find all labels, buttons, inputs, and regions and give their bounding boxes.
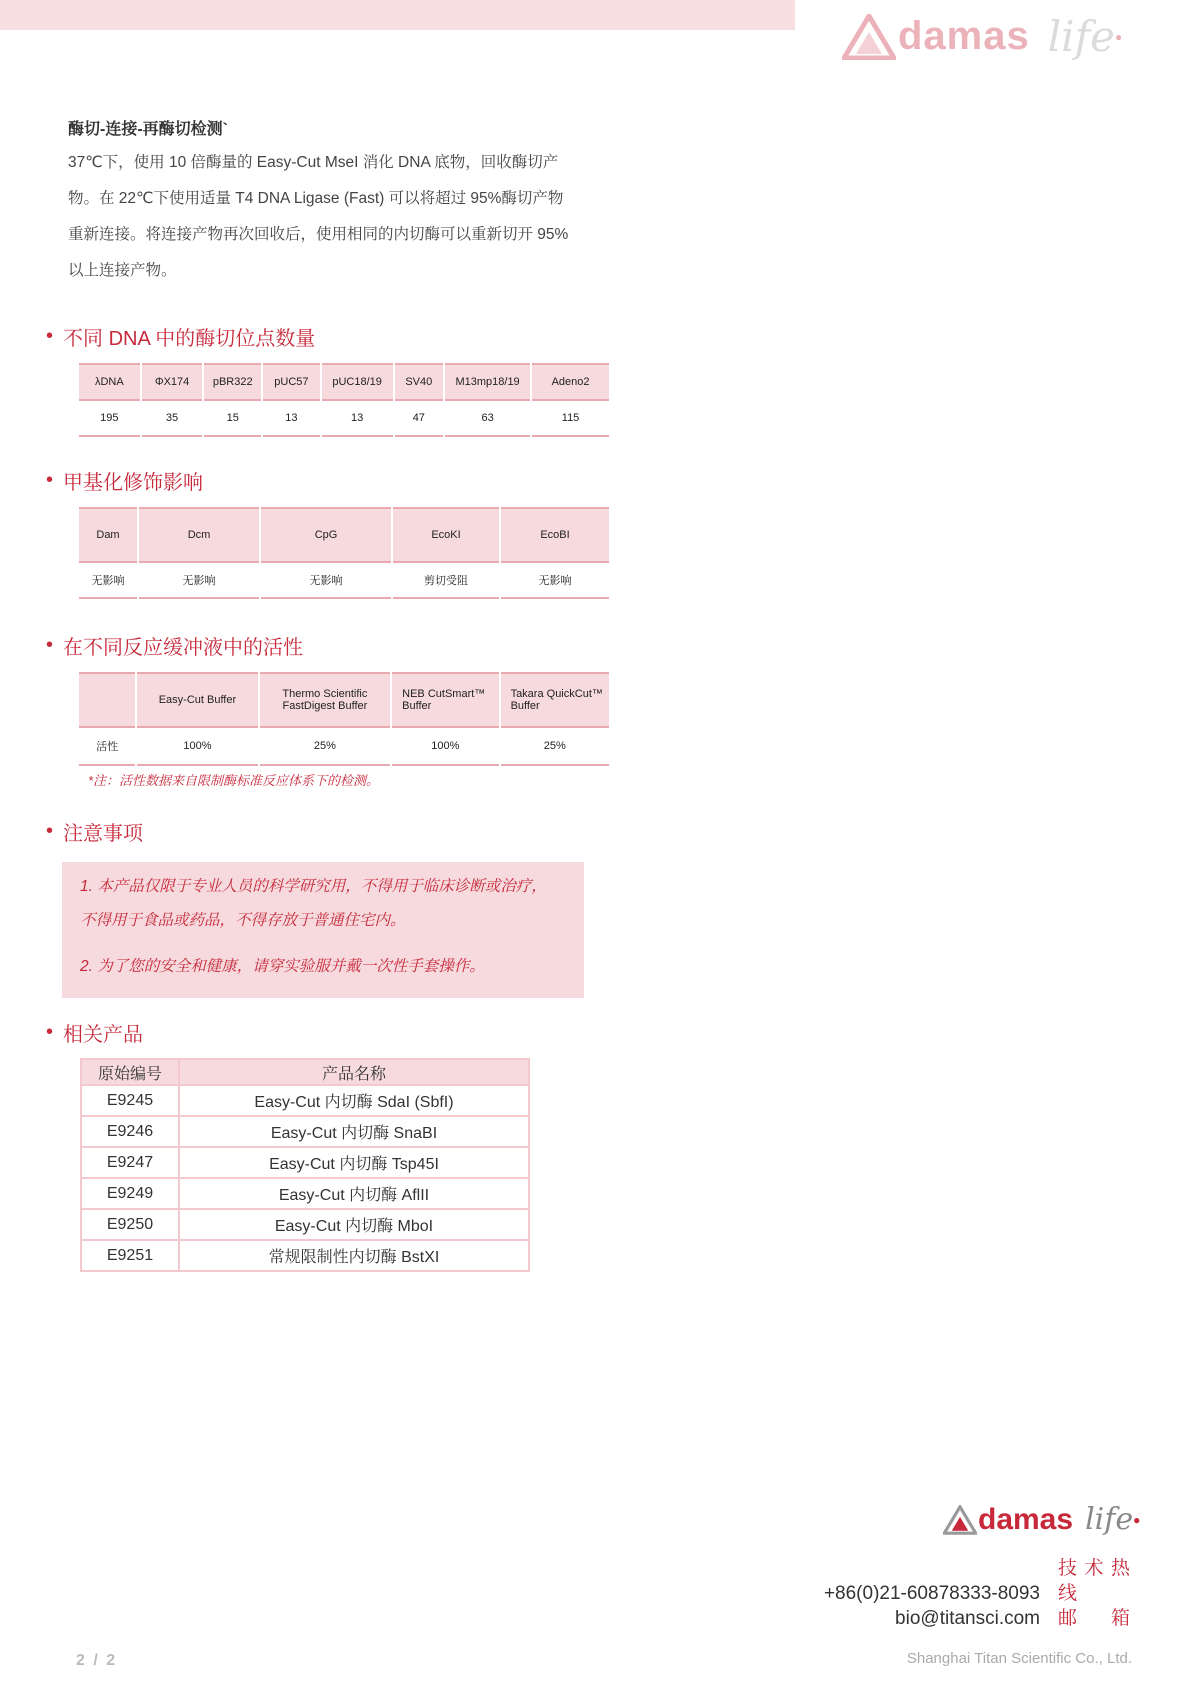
sites-header-cell: pBR322: [204, 363, 261, 401]
methylation-value-cell: 无影响: [79, 563, 137, 599]
section-title-text: 在不同反应缓冲液中的活性: [63, 637, 304, 659]
logo-registered-icon: ●: [1115, 29, 1123, 44]
product-code: E9250: [81, 1209, 179, 1240]
buffers-header-cell: Takara QuickCut™ Buffer: [501, 672, 609, 728]
methylation-header-cell: EcoKI: [393, 507, 499, 563]
section-title-text: 注意事项: [63, 823, 144, 845]
contact-block: [824, 1556, 1130, 1631]
column-header-name: 产品名称: [179, 1059, 529, 1085]
section-title-buffers: [46, 631, 303, 660]
bullet-icon: •: [46, 634, 54, 656]
logo-triangle-icon: [943, 1505, 977, 1535]
sites-value-cell: 115: [532, 401, 609, 437]
section-title-text: 相关产品: [63, 1024, 144, 1046]
buffers-value-cell: 25%: [260, 728, 391, 766]
buffers-header-cell: NEB CutSmart™ Buffer: [392, 672, 498, 728]
product-code: E9247: [81, 1147, 179, 1178]
sites-value-cell: 63: [445, 401, 530, 437]
methylation-table: [77, 507, 611, 599]
product-name: Easy-Cut 内切酶 Tsp45I: [179, 1147, 529, 1178]
ligation-line: 37℃下，使用 10 倍酶量的 Easy-Cut MseI 消化 DNA 底物，回收酶切产: [68, 154, 559, 171]
sites-header-cell: Adeno2: [532, 363, 609, 401]
ligation-line: 物。在 22℃下使用适量 T4 DNA Ligase (Fast) 可以将超过 95%酶切产物: [68, 190, 564, 207]
caution-box: [62, 862, 584, 998]
sites-header-cell: pUC57: [263, 363, 320, 401]
logo-registered-icon: ●: [1133, 1512, 1141, 1527]
methylation-header-cell: EcoBI: [501, 507, 609, 563]
ligation-heading: 酶切-连接-再酶切检测`: [68, 121, 228, 138]
section-title-related: [46, 1018, 143, 1047]
table-row: [81, 1240, 529, 1271]
bullet-icon: •: [46, 325, 54, 347]
footer-logo: [943, 1502, 1140, 1537]
section-title-text: 甲基化修饰影响: [63, 472, 204, 494]
bullet-icon: •: [46, 469, 54, 491]
section-title-sites: [46, 322, 315, 351]
methylation-header-cell: Dcm: [139, 507, 259, 563]
sites-value-cell: 47: [395, 401, 444, 437]
header-band: [0, 0, 795, 30]
sites-header-cell: pUC18/19: [322, 363, 393, 401]
product-name: Easy-Cut 内切酶 MboI: [179, 1209, 529, 1240]
column-header-code: 原始编号: [81, 1059, 179, 1085]
ligation-line: 重新连接。将连接产物再次回收后，使用相同的内切酶可以重新切开 95%: [68, 226, 569, 243]
product-name: 常规限制性内切酶 BstXI: [179, 1240, 529, 1271]
contact-email[interactable]: bio@titansci.com: [895, 1608, 1040, 1629]
brand-logo: [842, 12, 1122, 61]
buffers-table: [77, 672, 611, 766]
methylation-header-cell: Dam: [79, 507, 137, 563]
product-code: E9245: [81, 1085, 179, 1116]
sites-header-cell: SV40: [395, 363, 444, 401]
table-row: [81, 1147, 529, 1178]
product-name: Easy-Cut 内切酶 SdaI (SbfI): [179, 1085, 529, 1116]
section-title-caution: [46, 817, 143, 846]
section-title-text: 不同 DNA 中的酶切位点数量: [63, 328, 316, 350]
buffers-value-cell: 100%: [137, 728, 257, 766]
methylation-value-cell: 无影响: [501, 563, 609, 599]
page-number: 2 / 2: [76, 1652, 118, 1669]
sites-value-cell: 195: [79, 401, 140, 437]
logo-script: life: [1085, 1502, 1134, 1537]
bullet-icon: •: [46, 820, 54, 842]
buffers-note: *注：活性数据来自限制酶标准反应体系下的检测。: [88, 773, 380, 788]
methylation-value-cell: 无影响: [261, 563, 391, 599]
sites-value-cell: 35: [142, 401, 203, 437]
sites-value-cell: 13: [322, 401, 393, 437]
table-row: [81, 1116, 529, 1147]
ligation-paragraph: [68, 145, 588, 289]
sites-value-cell: 15: [204, 401, 261, 437]
product-name: Easy-Cut 内切酶 SnaBI: [179, 1116, 529, 1147]
bullet-icon: •: [46, 1021, 54, 1043]
section-title-methylation: [46, 466, 203, 495]
logo-wordmark: damas: [978, 1502, 1074, 1536]
buffers-header-corner: [79, 672, 135, 728]
product-code: E9249: [81, 1178, 179, 1209]
methylation-value-cell: 无影响: [139, 563, 259, 599]
logo-triangle-icon: [842, 14, 896, 60]
buffers-header-cell: Thermo Scientific FastDigest Buffer: [260, 672, 391, 728]
buffers-row-label: 活性: [79, 728, 135, 766]
related-products-table: [80, 1058, 530, 1272]
table-row: [81, 1178, 529, 1209]
product-code: E9246: [81, 1116, 179, 1147]
contact-phone-label: 技术热线: [1058, 1558, 1130, 1604]
ligation-line: 以上连接产物。: [68, 262, 177, 279]
contact-phone[interactable]: +86(0)21-60878333-8093: [823, 1583, 1040, 1604]
sites-header-cell: M13mp18/19: [445, 363, 530, 401]
logo-script: life: [1047, 12, 1116, 61]
product-code: E9251: [81, 1240, 179, 1271]
caution-item-1a: 1. 本产品仅限于专业人员的科学研究用，不得用于临床诊断或治疗，: [80, 878, 547, 895]
sites-header-cell: ΦX174: [142, 363, 203, 401]
sites-header-cell: λDNA: [79, 363, 140, 401]
table-row: [81, 1209, 529, 1240]
caution-item-1b: 不得用于食品或药品，不得存放于普通住宅内。: [80, 912, 406, 929]
methylation-header-cell: CpG: [261, 507, 391, 563]
product-name: Easy-Cut 内切酶 AflII: [179, 1178, 529, 1209]
table-row: [81, 1085, 529, 1116]
buffers-header-cell: Easy-Cut Buffer: [137, 672, 257, 728]
company-name: Shanghai Titan Scientific Co., Ltd.: [906, 1650, 1132, 1667]
logo-wordmark: damas: [898, 14, 1030, 58]
caution-item-2: 2. 为了您的安全和健康，请穿实验服并戴一次性手套操作。: [80, 958, 485, 975]
sites-value-cell: 13: [263, 401, 320, 437]
contact-email-label: 邮箱: [1058, 1608, 1130, 1629]
buffers-value-cell: 25%: [501, 728, 609, 766]
buffers-value-cell: 100%: [392, 728, 498, 766]
methylation-value-cell: 剪切受阻: [393, 563, 499, 599]
sites-table: [77, 363, 611, 437]
